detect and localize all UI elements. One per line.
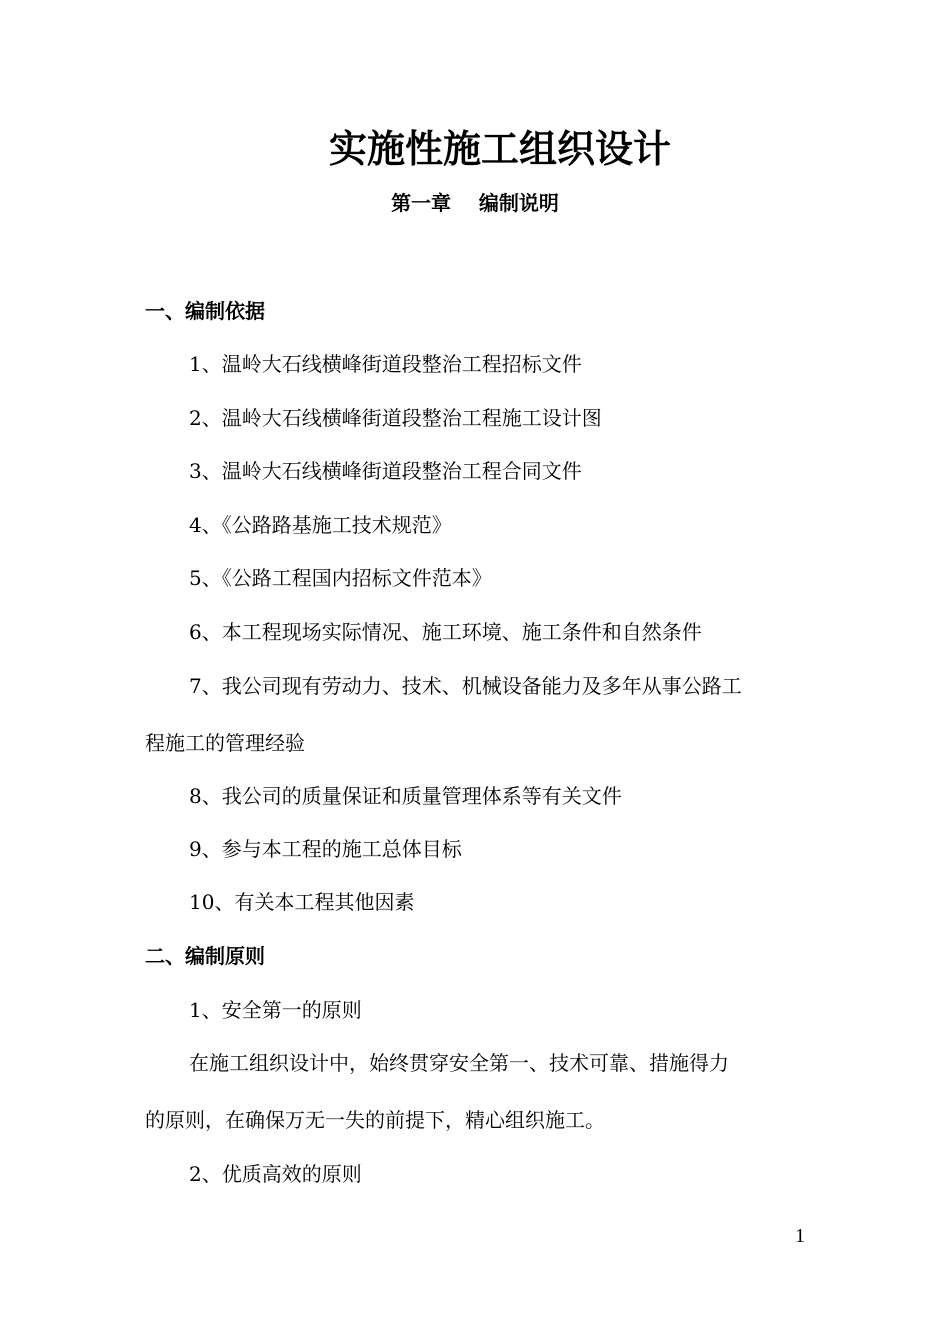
basis-item-8: 8、我公司的质量保证和质量管理体系等有关文件 <box>189 784 622 808</box>
principle-item-2: 2、优质高效的原则 <box>189 1162 362 1186</box>
section-heading-principles: 二、编制原则 <box>145 944 265 968</box>
principle-paragraph-line-1: 在施工组织设计中，始终贯穿安全第一、技术可靠、措施得力 <box>189 1051 729 1075</box>
basis-item-4: 4、《公路路基施工技术规范》 <box>189 513 452 537</box>
basis-item-3: 3、温岭大石线横峰街道段整治工程合同文件 <box>189 459 582 483</box>
document-title: 实施性施工组织设计 <box>328 127 671 171</box>
basis-item-6: 6、本工程现场实际情况、施工环境、施工条件和自然条件 <box>189 620 702 644</box>
basis-item-1: 1、温岭大石线横峰街道段整治工程招标文件 <box>189 352 582 376</box>
section-heading-basis: 一、编制依据 <box>145 299 265 323</box>
principle-item-1: 1、安全第一的原则 <box>189 998 362 1022</box>
basis-item-9: 9、参与本工程的施工总体目标 <box>189 837 462 861</box>
basis-item-7-continued: 程施工的管理经验 <box>145 731 305 755</box>
basis-item-5: 5、《公路工程国内招标文件范本》 <box>189 566 492 590</box>
basis-item-2: 2、温岭大石线横峰街道段整治工程施工设计图 <box>189 406 602 430</box>
chapter-title: 第一章 编制说明 <box>391 191 559 215</box>
principle-paragraph-line-2: 的原则，在确保万无一失的前提下，精心组织施工。 <box>145 1108 605 1132</box>
basis-item-7: 7、我公司现有劳动力、技术、机械设备能力及多年从事公路工 <box>189 674 742 698</box>
basis-item-10: 10、有关本工程其他因素 <box>189 890 415 914</box>
page-number: 1 <box>795 1225 805 1247</box>
